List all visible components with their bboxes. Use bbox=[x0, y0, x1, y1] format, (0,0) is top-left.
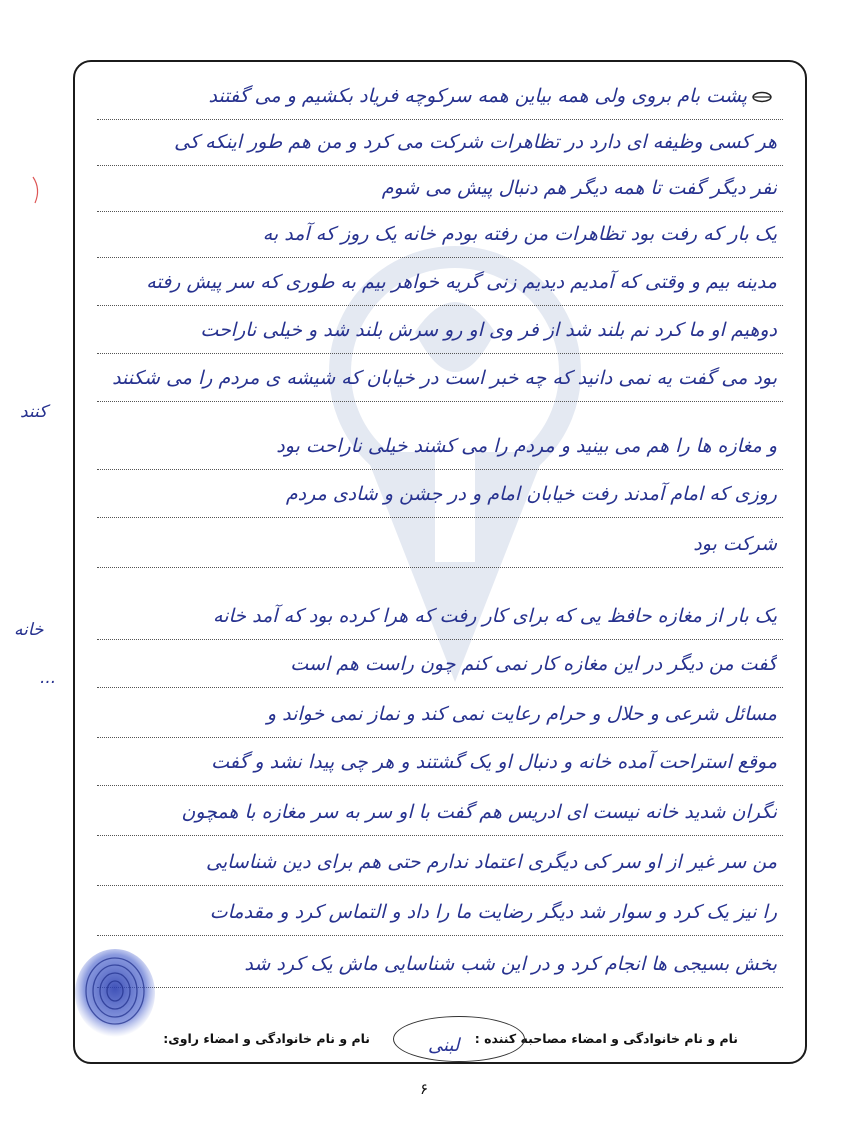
text-line: و مغازه ها را هم می بینید و مردم را می کشند خیلی ناراحت بود bbox=[97, 426, 783, 470]
text-line: مدینه بیم و وقتی که آمدیم دیدیم زنی گریه خواهر بیم به طوری که سر پیش رفته bbox=[97, 262, 783, 306]
text-line: من سر غیر از او سر کی دیگری اعتماد ندارم حتی هم برای دین شناسایی bbox=[97, 842, 783, 886]
text-line: مسائل شرعی و حلال و حرام رعایت نمی کند و نماز نمی خواند و bbox=[97, 694, 783, 738]
text-line: بخش بسیجی ها انجام کرد و در این شب شناسایی ماش یک کرد شد bbox=[97, 944, 783, 988]
narrator-label: نام و نام خانوادگی و امضاء راوی: bbox=[163, 1031, 370, 1046]
text-line: یک بار از مغازه حافظ یی که برای کار رفت که هرا کرده بود که آمد خانه bbox=[97, 596, 783, 640]
text-line: شرکت بود bbox=[97, 524, 783, 568]
signature: لبنی bbox=[428, 1035, 460, 1056]
margin-note: خانه bbox=[14, 620, 44, 640]
text-line: پشت بام بروی ولی همه بیاین همه سرکوچه فریاد بکشیم و می گفتند bbox=[97, 76, 783, 120]
text-line: نفر دیگر گفت تا همه دیگر هم دنبال پیش می شوم bbox=[97, 168, 783, 212]
text-line: را نیز یک کرد و سوار شد دیگر رضایت ما را داد و التماس کرد و مقدمات bbox=[97, 892, 783, 936]
margin-note: ... bbox=[40, 668, 57, 688]
page-number: ۶ bbox=[419, 1080, 429, 1098]
text-line: دوهیم او ما کرد نم بلند شد از فر وی او رو سرش بلند شد و خیلی ناراحت bbox=[97, 310, 783, 354]
page-frame bbox=[73, 60, 807, 1064]
text-line: نگران شدید خانه نیست ای ادریس هم گفت با او سر به سر مغازه با همچون bbox=[97, 792, 783, 836]
pen-icon bbox=[751, 90, 773, 104]
margin-mark-icon bbox=[30, 175, 44, 205]
text-line: بود می گفت یه نمی دانید که چه خبر است در خیابان که شیشه ی مردم را می شکنند bbox=[97, 358, 783, 402]
text-line: هر کسی وظیفه ای دارد در تظاهرات شرکت می کرد و من هم طور اینکه کی bbox=[97, 122, 783, 166]
text-line: گفت من دیگر در این مغازه کار نمی کنم چون راست هم است bbox=[97, 644, 783, 688]
text-line: روزی که امام آمدند رفت خیابان امام و در جشن و شادی مردم bbox=[97, 474, 783, 518]
margin-note: کنند bbox=[20, 402, 48, 422]
text-line: موقع استراحت آمده خانه و دنبال او یک گشتند و هر چی پیدا نشد و گفت bbox=[97, 742, 783, 786]
text-line: یک بار که رفت بود تظاهرات من رفته بودم خانه یک روز که آمد به bbox=[97, 214, 783, 258]
interviewer-label: نام و نام خانوادگی و امضاء مصاحبه کننده : bbox=[474, 1031, 738, 1046]
